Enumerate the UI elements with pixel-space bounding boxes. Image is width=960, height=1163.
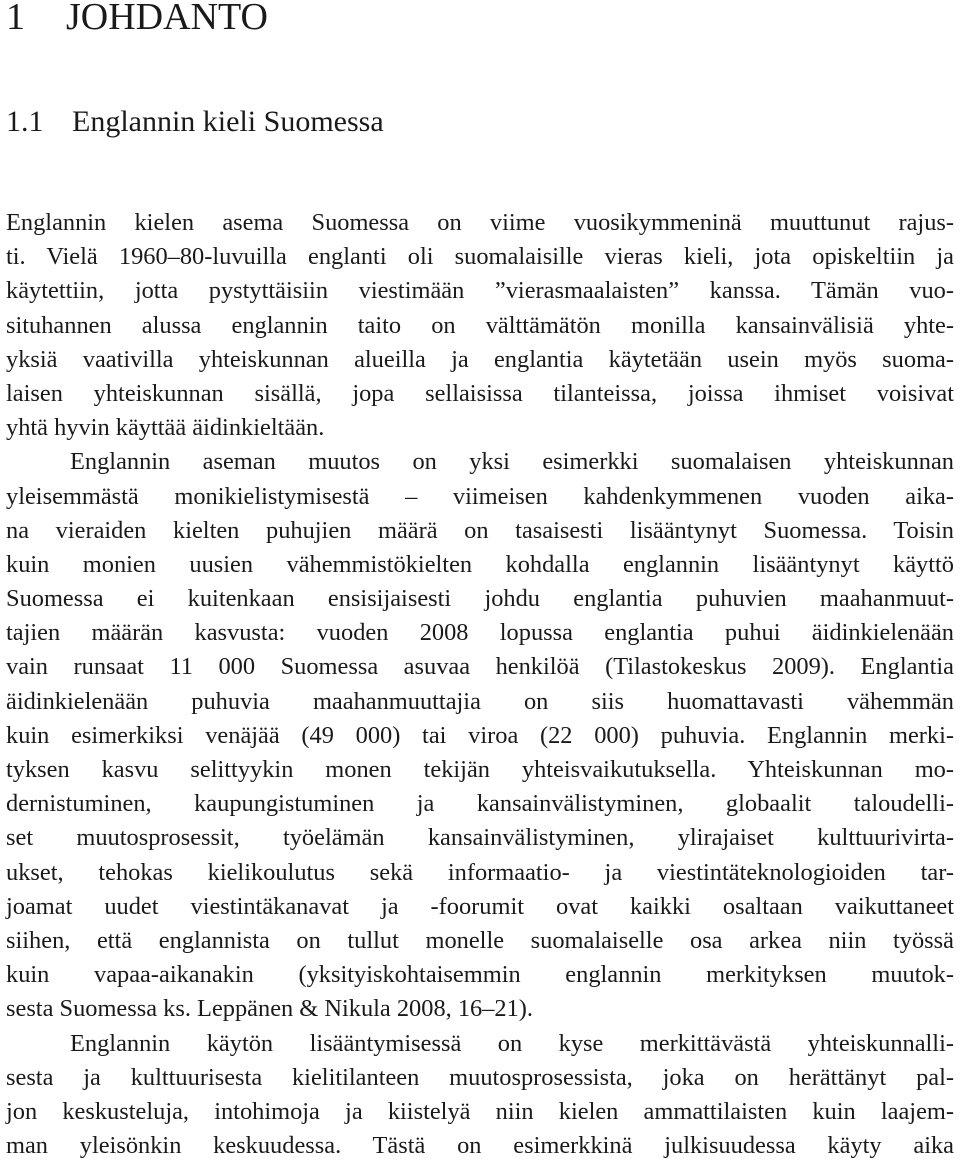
paragraph-line: Suomessa ei kuitenkaan ensisijaisesti johdu englantia puhuvien maahanmuut-	[6, 582, 954, 616]
body-text	[6, 206, 954, 1163]
paragraph-line: tajien määrän kasvusta: vuoden 2008 lopussa englantia puhui äidinkielenään	[6, 616, 954, 650]
paragraph-line: ukset, tehokas kielikoulutus sekä informaatio- ja viestintäteknologioiden tar-	[6, 856, 954, 890]
paragraph-line: tyksen kasvu selittyykin monen tekijän yhteisvaikutuksella. Yhteiskunnan mo-	[6, 753, 954, 787]
paragraph-line: situhannen alussa englannin taito on välttämätön monilla kansainvälisiä yhte-	[6, 309, 954, 343]
paragraph-line: sesta Suomessa ks. Leppänen & Nikula 2008, 16–21).	[6, 992, 954, 1026]
paragraph-line: äidinkielenään puhuvia maahanmuuttajia on siis huomattavasti vähemmän	[6, 685, 954, 719]
paragraph	[6, 1027, 954, 1163]
paragraph-line: man yleisönkin keskuudessa. Tästä on esimerkkinä julkisuudessa käyty aika	[6, 1129, 954, 1163]
paragraph-line: yleisemmästä monikielistymisestä – viimeisen kahdenkymmenen vuoden aika-	[6, 480, 954, 514]
paragraph-line: laisen yhteiskunnan sisällä, jopa sellaisissa tilanteissa, joissa ihmiset voisivat	[6, 377, 954, 411]
paragraph-line: siihen, että englannista on tullut monelle suomalaiselle osa arkea niin työssä	[6, 924, 954, 958]
section-heading	[6, 102, 384, 142]
paragraph-line: Englannin kielen asema Suomessa on viime vuosikymmeninä muuttunut rajus-	[6, 206, 954, 240]
section-title: Englannin kieli Suomessa	[72, 105, 384, 138]
paragraph-line: käytettiin, jotta pystyttäisiin viestimään ”vierasmaalaisten” kanssa. Tämän vuo-	[6, 274, 954, 308]
paragraph	[6, 445, 954, 1026]
paragraph-line: vain runsaat 11 000 Suomessa asuvaa henkilöä (Tilastokeskus 2009). Englantia	[6, 650, 954, 684]
chapter-number: 1	[6, 0, 66, 40]
paragraph-line: na vieraiden kielten puhujien määrä on tasaisesti lisääntynyt Suomessa. Toisin	[6, 514, 954, 548]
paragraph-line: yhtä hyvin käyttää äidinkieltään.	[6, 411, 954, 445]
section-number: 1.1	[6, 102, 72, 142]
paragraph-line: dernistuminen, kaupungistuminen ja kansainvälistyminen, globaalit taloudelli-	[6, 787, 954, 821]
paragraph-line: sesta ja kulttuurisesta kielitilanteen muutosprosessista, joka on herättänyt pal-	[6, 1061, 954, 1095]
chapter-title: JOHDANTO	[66, 0, 268, 38]
paragraph-line: kuin vapaa-aikanakin (yksityiskohtaisemmin englannin merkityksen muutok-	[6, 958, 954, 992]
paragraph-line: joamat uudet viestintäkanavat ja -foorumit ovat kaikki osaltaan vaikuttaneet	[6, 890, 954, 924]
paragraph-line: Englannin käytön lisääntymisessä on kyse merkittävästä yhteiskunnalli-	[6, 1027, 954, 1061]
paragraph-line: yksiä vaativilla yhteiskunnan alueilla ja englantia käytetään usein myös suoma-	[6, 343, 954, 377]
paragraph-line: jon keskusteluja, intohimoja ja kiistelyä niin kielen ammattilaisten kuin laajem-	[6, 1095, 954, 1129]
paragraph-line: kuin esimerkiksi venäjää (49 000) tai viroa (22 000) puhuvia. Englannin merki-	[6, 719, 954, 753]
paragraph	[6, 206, 954, 445]
paragraph-line: set muutosprosessit, työelämän kansainvälistyminen, ylirajaiset kulttuurivirta-	[6, 821, 954, 855]
paragraph-line: ti. Vielä 1960–80-luvuilla englanti oli suomalaisille vieras kieli, jota opiskeltiin ja	[6, 240, 954, 274]
paragraph-line: kuin monien uusien vähemmistökielten kohdalla englannin lisääntynyt käyttö	[6, 548, 954, 582]
chapter-heading	[6, 0, 268, 40]
paragraph-line: Englannin aseman muutos on yksi esimerkki suomalaisen yhteiskunnan	[6, 445, 954, 479]
